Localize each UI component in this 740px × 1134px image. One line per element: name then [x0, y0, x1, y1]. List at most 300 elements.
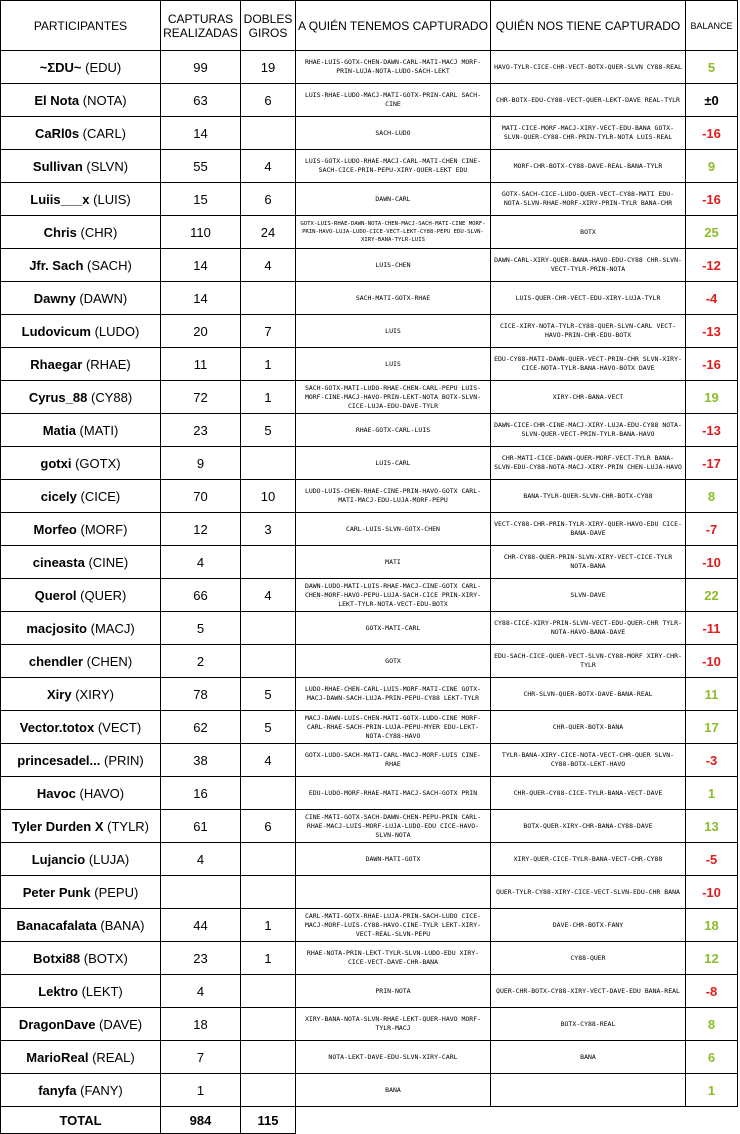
- table-row: [1, 1008, 738, 1041]
- participant-name: Querol: [34, 587, 77, 603]
- captured-us-cell: CHR-QUER-CY88-CICE-TYLR-BANA-VECT-DAVE: [491, 777, 686, 810]
- participant-cell: [1, 810, 161, 843]
- we-captured-cell: LUDO-LUIS-CHEN-RHAE-CINE-PRIN-HAVO-GOTX CARL-MATI-MACJ-EDU-LUJA-MORF-PEPU: [296, 480, 491, 513]
- captures-cell: 16: [161, 777, 241, 810]
- participant-code: (MORF): [80, 521, 128, 537]
- captures-cell: 4: [161, 546, 241, 579]
- captures-cell: 44: [161, 909, 241, 942]
- captured-us-cell: XIRY-CHR-BANA-VECT: [491, 381, 686, 414]
- participant-cell: [1, 51, 161, 84]
- participant-name: macjosito: [26, 620, 87, 636]
- captures-cell: 2: [161, 645, 241, 678]
- participant-cell: [1, 414, 161, 447]
- header-captures: CAPTURAS REALIZADAS: [161, 1, 241, 51]
- balance-cell: -17: [686, 447, 738, 480]
- participant-code: (BOTX): [83, 950, 128, 966]
- participant-name: Xiry: [47, 686, 72, 702]
- balance-cell: 8: [686, 480, 738, 513]
- doubles-cell: 5: [241, 711, 296, 744]
- captured-us-cell: MORF-CHR-BOTX-CY88-DAVE-REAL-BANA-TYLR: [491, 150, 686, 183]
- balance-cell: 18: [686, 909, 738, 942]
- captured-us-cell: XIRY-QUER-CICE-TYLR-BANA-VECT-CHR-CY88: [491, 843, 686, 876]
- participant-name: CaRl0s: [34, 125, 80, 141]
- table-row: [1, 744, 738, 777]
- doubles-cell: 10: [241, 480, 296, 513]
- participant-code: (CINE): [88, 554, 129, 570]
- table-row: [1, 513, 738, 546]
- balance-cell: -5: [686, 843, 738, 876]
- participant-cell: [1, 843, 161, 876]
- doubles-cell: 24: [241, 216, 296, 249]
- captures-cell: 5: [161, 612, 241, 645]
- participant-name: Vector.totox: [19, 719, 95, 735]
- participant-name: Morfeo: [33, 521, 77, 537]
- doubles-cell: [241, 282, 296, 315]
- captures-cell: 62: [161, 711, 241, 744]
- participant-code: (BANA): [100, 917, 145, 933]
- participant-code: (MACJ): [90, 620, 135, 636]
- doubles-cell: 1: [241, 381, 296, 414]
- we-captured-cell: MATI: [296, 546, 491, 579]
- participant-name: Botxi88: [33, 950, 81, 966]
- participant-name: Matia: [42, 422, 76, 438]
- captured-us-cell: CHR-CY88-QUER-PRIN-SLVN-XIRY-VECT-CICE-TYLR NOTA-BANA: [491, 546, 686, 579]
- captures-cell: 4: [161, 975, 241, 1008]
- balance-cell: 25: [686, 216, 738, 249]
- participant-name: ~ΣDU~: [39, 59, 82, 75]
- participant-cell: [1, 381, 161, 414]
- table-row: [1, 480, 738, 513]
- participant-code: (PEPU): [94, 884, 139, 900]
- participant-code: (MATI): [79, 422, 119, 438]
- we-captured-cell: DAWN-LUDO-MATI-LUIS-RHAE-MACJ-CINE-GOTX CARL-CHEN-MORF-HAVO-PEPU-LUJA-SACH-CICE PRIN-XIRY-LEKT-TYLR-NOTA-VECT-EDU-BOTX: [296, 579, 491, 612]
- table-row: [1, 117, 738, 150]
- we-captured-cell: LUIS: [296, 348, 491, 381]
- header-captured-us: QUIÉN NOS TIENE CAPTURADO: [491, 1, 686, 51]
- captures-cell: [161, 876, 241, 909]
- doubles-cell: 6: [241, 810, 296, 843]
- we-captured-cell: GOTX-MATI-CARL: [296, 612, 491, 645]
- doubles-cell: [241, 1074, 296, 1107]
- participant-code: (QUER): [80, 587, 127, 603]
- table-row: [1, 249, 738, 282]
- we-captured-cell: LUDO-RHAE-CHEN-CARL-LUIS-MORF-MATI-CINE GOTX-MACJ-DAWN-SACH-LUJA-PRIN-PEPU-CY88 LEKT-TYLR: [296, 678, 491, 711]
- participant-code: (CHR): [80, 224, 118, 240]
- table-row: [1, 348, 738, 381]
- balance-cell: ±0: [686, 84, 738, 117]
- captures-cell: 14: [161, 249, 241, 282]
- captures-cell: 70: [161, 480, 241, 513]
- balance-cell: -12: [686, 249, 738, 282]
- participant-cell: [1, 348, 161, 381]
- balance-cell: -11: [686, 612, 738, 645]
- participant-name: Lektro: [38, 983, 78, 999]
- participant-name: DragonDave: [18, 1016, 96, 1032]
- captures-cell: 9: [161, 447, 241, 480]
- we-captured-cell: CINE-MATI-GOTX-SACH-DAWN-CHEN-PEPU-PRIN CARL-RHAE-MACJ-LUIS-MORF-LUJA-LUDO-EDU CICE-HAVO-SLVN-NOTA: [296, 810, 491, 843]
- participant-cell: [1, 1074, 161, 1107]
- captured-us-cell: BANA-TYLR-QUER-SLVN-CHR-BOTX-CY88: [491, 480, 686, 513]
- header-balance: BALANCE: [686, 1, 738, 51]
- table-row: [1, 810, 738, 843]
- balance-cell: 22: [686, 579, 738, 612]
- participant-cell: [1, 315, 161, 348]
- balance-cell: -10: [686, 645, 738, 678]
- participant-name: Peter Punk: [22, 884, 91, 900]
- participant-cell: [1, 447, 161, 480]
- we-captured-cell: NOTA-LEKT-DAVE-EDU-SLVN-XIRY-CARL: [296, 1041, 491, 1074]
- balance-cell: 1: [686, 1074, 738, 1107]
- balance-cell: -8: [686, 975, 738, 1008]
- participant-name: Dawny: [33, 290, 76, 306]
- doubles-cell: 5: [241, 414, 296, 447]
- balance-cell: -16: [686, 183, 738, 216]
- captures-cell: 23: [161, 414, 241, 447]
- table-row: [1, 1041, 738, 1074]
- doubles-cell: [241, 1041, 296, 1074]
- totals-captures: 984: [161, 1107, 241, 1134]
- captured-us-cell: CY88-QUER: [491, 942, 686, 975]
- we-captured-cell: PRIN-NOTA: [296, 975, 491, 1008]
- doubles-cell: [241, 645, 296, 678]
- captured-us-cell: MATI-CICE-MORF-MACJ-XIRY-VECT-EDU-BANA GOTX-SLVN-QUER-CY88-CHR-PRIN-TYLR-NOTA LUIS-REAL: [491, 117, 686, 150]
- we-captured-cell: CARL-MATI-GOTX-RHAE-LUJA-PRIN-SACH-LUDO CICE-MACJ-MORF-LUIS-CY88-HAVO-CINE-TYLR LEKT-XIRY-VECT-REAL-SLVN-PEPU: [296, 909, 491, 942]
- participant-cell: [1, 777, 161, 810]
- captures-cell: 18: [161, 1008, 241, 1041]
- we-captured-cell: GOTX: [296, 645, 491, 678]
- table-row: [1, 216, 738, 249]
- captured-us-cell: CHR-SLVN-QUER-BOTX-DAVE-BANA-REAL: [491, 678, 686, 711]
- participant-cell: [1, 909, 161, 942]
- captures-cell: 4: [161, 843, 241, 876]
- doubles-cell: 4: [241, 744, 296, 777]
- table-row: [1, 975, 738, 1008]
- participant-name: cicely: [40, 488, 77, 504]
- participant-cell: [1, 1041, 161, 1074]
- totals-blank: [296, 1107, 738, 1134]
- captures-cell: 72: [161, 381, 241, 414]
- we-captured-cell: RHAE-LUIS-GOTX-CHEN-DAWN-CARL-MATI-MACJ MORF-PRIN-LUJA-NOTA-LUDO-SACH-LEKT: [296, 51, 491, 84]
- table-row: [1, 612, 738, 645]
- balance-cell: -7: [686, 513, 738, 546]
- captures-cell: 66: [161, 579, 241, 612]
- we-captured-cell: XIRY-BANA-NOTA-SLVN-RHAE-LEKT-QUER-HAVO MORF-TYLR-MACJ: [296, 1008, 491, 1041]
- participant-name: Banacafalata: [16, 917, 97, 933]
- captured-us-cell: HAVO-TYLR-CICE-CHR-VECT-BOTX-QUER-SLVN CY88-REAL: [491, 51, 686, 84]
- captures-cell: 38: [161, 744, 241, 777]
- table-row: [1, 84, 738, 117]
- captures-cell: 20: [161, 315, 241, 348]
- we-captured-cell: LUIS-RHAE-LUDO-MACJ-MATI-GOTX-PRIN-CARL SACH-CINE: [296, 84, 491, 117]
- doubles-cell: 4: [241, 579, 296, 612]
- participant-code: (LUIS): [93, 191, 131, 207]
- participant-cell: [1, 513, 161, 546]
- captured-us-cell: [491, 1074, 686, 1107]
- we-captured-cell: DAWN-CARL: [296, 183, 491, 216]
- we-captured-cell: LUIS-GOTX-LUDO-RHAE-MACJ-CARL-MATI-CHEN CINE-SACH-CICE-PRIN-PEPU-XIRY-QUER-LEKT EDU: [296, 150, 491, 183]
- participant-code: (CHEN): [86, 653, 133, 669]
- participant-cell: [1, 480, 161, 513]
- captures-cell: 110: [161, 216, 241, 249]
- participant-code: (CARL): [82, 125, 127, 141]
- captured-us-cell: EDU-CY88-MATI-DAWN-QUER-VECT-PRIN-CHR SLVN-XIRY-CICE-NOTA-TYLR-BANA-HAVO-BOTX DAVE: [491, 348, 686, 381]
- doubles-cell: 5: [241, 678, 296, 711]
- participant-cell: [1, 612, 161, 645]
- balance-cell: 12: [686, 942, 738, 975]
- doubles-cell: 1: [241, 909, 296, 942]
- balance-cell: -13: [686, 315, 738, 348]
- balance-cell: 1: [686, 777, 738, 810]
- participant-name: fanyfa: [38, 1082, 77, 1098]
- captures-cell: 14: [161, 282, 241, 315]
- balance-cell: 13: [686, 810, 738, 843]
- participant-cell: [1, 546, 161, 579]
- balance-cell: -10: [686, 546, 738, 579]
- table-row: [1, 777, 738, 810]
- captured-us-cell: EDU-SACH-CICE-QUER-VECT-SLVN-CY88-MORF XIRY-CHR-TYLR: [491, 645, 686, 678]
- header-participants: PARTICIPANTES: [1, 1, 161, 51]
- captures-cell: 78: [161, 678, 241, 711]
- captures-cell: 23: [161, 942, 241, 975]
- balance-cell: 8: [686, 1008, 738, 1041]
- participant-name: Rhaegar: [30, 356, 83, 372]
- captured-us-cell: DAWN-CARL-XIRY-QUER-BANA-HAVO-EDU-CY88 CHR-SLVN-VECT-TYLR-PRIN-NOTA: [491, 249, 686, 282]
- participant-name: Ludovicum: [21, 323, 91, 339]
- doubles-cell: [241, 843, 296, 876]
- we-captured-cell: MACJ-DAWN-LUIS-CHEN-MATI-GOTX-LUDO-CINE MORF-CARL-RHAE-SACH-PRIN-LUJA-PEPU-MYER EDU-LEKT-NOTA-CY88-HAVO: [296, 711, 491, 744]
- participant-cell: [1, 249, 161, 282]
- table-row: [1, 315, 738, 348]
- participant-cell: [1, 282, 161, 315]
- table-row: [1, 183, 738, 216]
- participant-cell: [1, 579, 161, 612]
- doubles-cell: 7: [241, 315, 296, 348]
- balance-cell: 11: [686, 678, 738, 711]
- participant-code: (CICE): [80, 488, 121, 504]
- participant-cell: [1, 942, 161, 975]
- participant-name: princesadel...: [17, 752, 101, 768]
- captures-cell: 7: [161, 1041, 241, 1074]
- captures-cell: 11: [161, 348, 241, 381]
- table-row: [1, 579, 738, 612]
- balance-cell: 17: [686, 711, 738, 744]
- table-row: [1, 546, 738, 579]
- participant-cell: [1, 117, 161, 150]
- we-captured-cell: SACH-GOTX-MATI-LUDO-RHAE-CHEN-CARL-PEPU LUIS-MORF-CINE-MACJ-HAVO-PRIN-LEKT-NOTA BOTX-SLVN-CICE-LUJA-EDU-DAVE-TYLR: [296, 381, 491, 414]
- participant-name: Havoc: [36, 785, 76, 801]
- doubles-cell: 6: [241, 183, 296, 216]
- participant-code: (FANY): [80, 1082, 123, 1098]
- participant-code: (PRIN): [104, 752, 144, 768]
- header-double-turns: DOBLES GIROS: [241, 1, 296, 51]
- participant-code: (REAL): [92, 1049, 135, 1065]
- balance-cell: 5: [686, 51, 738, 84]
- participant-name: El Nota: [34, 92, 80, 108]
- captured-us-cell: BOTX-CY88-REAL: [491, 1008, 686, 1041]
- captured-us-cell: DAWN-CICE-CHR-CINE-MACJ-XIRY-LUJA-EDU-CY88 NOTA-SLVN-QUER-VECT-PRIN-TYLR-BANA-HAVO: [491, 414, 686, 447]
- we-captured-cell: LUIS-CHEN: [296, 249, 491, 282]
- participant-code: (RHAE): [85, 356, 131, 372]
- captured-us-cell: GOTX-SACH-CICE-LUDO-QUER-VECT-CY88-MATI EDU-NOTA-SLVN-RHAE-MORF-XIRY-PRIN-TYLR BANA-CHR: [491, 183, 686, 216]
- balance-cell: 19: [686, 381, 738, 414]
- participant-name: Lujancio: [31, 851, 86, 867]
- participant-code: (HAVO): [79, 785, 125, 801]
- totals-label: TOTAL: [1, 1107, 161, 1134]
- participant-code: (LUDO): [94, 323, 140, 339]
- balance-cell: -13: [686, 414, 738, 447]
- participant-code: (CY88): [90, 389, 133, 405]
- captured-us-cell: BANA: [491, 1041, 686, 1074]
- captured-us-cell: CICE-XIRY-NOTA-TYLR-CY88-QUER-SLVN-CARL VECT-HAVO-PRIN-CHR-EDU-BOTX: [491, 315, 686, 348]
- totals-doubles: 115: [241, 1107, 296, 1134]
- we-captured-cell: SACH-MATI-GOTX-RHAE: [296, 282, 491, 315]
- table-row: [1, 843, 738, 876]
- doubles-cell: [241, 612, 296, 645]
- table-row: [1, 282, 738, 315]
- balance-cell: 9: [686, 150, 738, 183]
- balance-cell: -3: [686, 744, 738, 777]
- participant-name: cineasta: [32, 554, 85, 570]
- we-captured-cell: [296, 876, 491, 909]
- participant-name: gotxi: [40, 455, 72, 471]
- participant-cell: [1, 711, 161, 744]
- doubles-cell: 4: [241, 150, 296, 183]
- participant-cell: [1, 216, 161, 249]
- participant-name: chendler: [28, 653, 84, 669]
- we-captured-cell: RHAE-GOTX-CARL-LUIS: [296, 414, 491, 447]
- doubles-cell: [241, 447, 296, 480]
- doubles-cell: [241, 117, 296, 150]
- doubles-cell: 3: [241, 513, 296, 546]
- header-we-captured: A QUIÉN TENEMOS CAPTURADO: [296, 1, 491, 51]
- participant-code: (EDU): [85, 59, 122, 75]
- table-row: [1, 645, 738, 678]
- doubles-cell: 1: [241, 348, 296, 381]
- participant-name: Cyrus_88: [28, 389, 88, 405]
- table-row: [1, 1074, 738, 1107]
- participant-cell: [1, 678, 161, 711]
- captured-us-cell: CY88-CICE-XIRY-PRIN-SLVN-VECT-EDU-QUER-CHR TYLR-NOTA-HAVO-BANA-DAVE: [491, 612, 686, 645]
- captured-us-cell: QUER-TYLR-CY88-XIRY-CICE-VECT-SLVN-EDU-CHR BANA: [491, 876, 686, 909]
- we-captured-cell: BANA: [296, 1074, 491, 1107]
- doubles-cell: [241, 876, 296, 909]
- captures-cell: 99: [161, 51, 241, 84]
- we-captured-cell: SACH-LUDO: [296, 117, 491, 150]
- we-captured-cell: EDU-LUDO-MORF-RHAE-MATI-MACJ-SACH-GOTX PRIN: [296, 777, 491, 810]
- captures-cell: 1: [161, 1074, 241, 1107]
- participant-code: (LEKT): [81, 983, 123, 999]
- captured-us-cell: CHR-QUER-BOTX-BANA: [491, 711, 686, 744]
- participant-cell: [1, 183, 161, 216]
- participant-cell: [1, 975, 161, 1008]
- participant-name: Tyler Durden X: [11, 818, 104, 834]
- participant-code: (XIRY): [75, 686, 114, 702]
- we-captured-cell: GOTX-LUDO-SACH-MATI-CARL-MACJ-MORF-LUIS CINE-RHAE: [296, 744, 491, 777]
- balance-cell: -4: [686, 282, 738, 315]
- balance-cell: -16: [686, 348, 738, 381]
- we-captured-cell: RHAE-NOTA-PRIN-LEKT-TYLR-SLVN-LUDO-EDU XIRY-CICE-VECT-DAVE-CHR-BANA: [296, 942, 491, 975]
- we-captured-cell: GOTX-LUIS-RHAE-DAWN-NOTA-CHEN-MACJ-SACH-MATI-CINE MORF-PRIN-HAVO-LUJA-LUDO-CICE-VECT-LEKT-CY88-PEPU EDU-SLVN-XIRY-BANA-TYLR-LUIS: [296, 216, 491, 249]
- table-row: [1, 447, 738, 480]
- participant-code: (VECT): [97, 719, 142, 735]
- captures-cell: 55: [161, 150, 241, 183]
- participant-name: Luiis___x: [30, 191, 90, 207]
- participant-code: (SLVN): [86, 158, 129, 174]
- table-row: [1, 711, 738, 744]
- captured-us-cell: TYLR-BANA-XIRY-CICE-NOTA-VECT-CHR-QUER SLVN-CY88-BOTX-LEKT-HAVO: [491, 744, 686, 777]
- header-row: [1, 1, 738, 51]
- captured-us-cell: CHR-BOTX-EDU-CY88-VECT-QUER-LEKT-DAVE REAL-TYLR: [491, 84, 686, 117]
- captured-us-cell: BOTX: [491, 216, 686, 249]
- participant-code: (SACH): [87, 257, 132, 273]
- captures-cell: 15: [161, 183, 241, 216]
- participant-name: Chris: [43, 224, 77, 240]
- we-captured-cell: DAWN-MATI-GOTX: [296, 843, 491, 876]
- captured-us-cell: LUIS-QUER-CHR-VECT-EDU-XIRY-LUJA-TYLR: [491, 282, 686, 315]
- participant-cell: [1, 84, 161, 117]
- participant-cell: [1, 150, 161, 183]
- participant-code: (NOTA): [82, 92, 127, 108]
- totals-row: [1, 1107, 738, 1134]
- doubles-cell: [241, 975, 296, 1008]
- table-row: [1, 51, 738, 84]
- participant-code: (LUJA): [88, 851, 130, 867]
- participant-name: Jfr. Sach: [29, 257, 84, 273]
- captured-us-cell: CHR-MATI-CICE-DAWN-QUER-MORF-VECT-TYLR BANA-SLVN-EDU-CY88-NOTA-MACJ-XIRY-PRIN CHEN-LUJA-HAVO: [491, 447, 686, 480]
- doubles-cell: 1: [241, 942, 296, 975]
- we-captured-cell: LUIS-CARL: [296, 447, 491, 480]
- participant-code: (TYLR): [107, 818, 150, 834]
- doubles-cell: 19: [241, 51, 296, 84]
- balance-cell: 6: [686, 1041, 738, 1074]
- captures-cell: 61: [161, 810, 241, 843]
- table-row: [1, 381, 738, 414]
- participant-cell: [1, 645, 161, 678]
- participant-cell: [1, 744, 161, 777]
- table-row: [1, 678, 738, 711]
- participant-cell: [1, 876, 161, 909]
- balance-cell: -10: [686, 876, 738, 909]
- participant-code: (DAWN): [79, 290, 128, 306]
- table-row: [1, 414, 738, 447]
- captured-us-cell: VECT-CY88-CHR-PRIN-TYLR-XIRY-QUER-HAVO-EDU CICE-BANA-DAVE: [491, 513, 686, 546]
- we-captured-cell: CARL-LUIS-SLVN-GOTX-CHEN: [296, 513, 491, 546]
- we-captured-cell: LUIS: [296, 315, 491, 348]
- captures-cell: 12: [161, 513, 241, 546]
- table-row: [1, 150, 738, 183]
- participant-name: Sullivan: [32, 158, 83, 174]
- doubles-cell: [241, 777, 296, 810]
- participant-code: (DAVE): [99, 1016, 143, 1032]
- doubles-cell: 6: [241, 84, 296, 117]
- doubles-cell: [241, 546, 296, 579]
- table-row: [1, 876, 738, 909]
- participant-cell: [1, 1008, 161, 1041]
- balance-cell: -16: [686, 117, 738, 150]
- doubles-cell: 4: [241, 249, 296, 282]
- captured-us-cell: BOTX-QUER-XIRY-CHR-BANA-CY88-DAVE: [491, 810, 686, 843]
- captured-us-cell: SLVN-DAVE: [491, 579, 686, 612]
- doubles-cell: [241, 1008, 296, 1041]
- participant-name: MarioReal: [26, 1049, 89, 1065]
- captures-cell: 14: [161, 117, 241, 150]
- captures-cell: 63: [161, 84, 241, 117]
- captured-us-cell: QUER-CHR-BOTX-CY88-XIRY-VECT-DAVE-EDU BANA-REAL: [491, 975, 686, 1008]
- table-row: [1, 942, 738, 975]
- captured-us-cell: DAVE-CHR-BOTX-FANY: [491, 909, 686, 942]
- table-row: [1, 909, 738, 942]
- participant-code: (GOTX): [75, 455, 121, 471]
